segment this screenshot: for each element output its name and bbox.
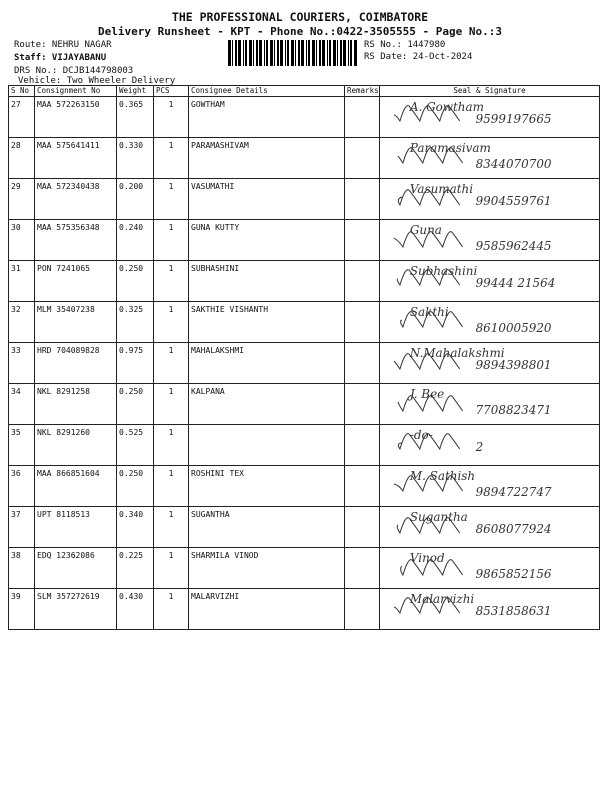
remarks-cell	[345, 548, 380, 589]
handwritten-signature	[380, 466, 599, 506]
handwritten-phone: 9865852156	[475, 566, 552, 581]
handwritten-name: Sugantha	[409, 510, 468, 525]
weight-cell: 0.330	[117, 138, 154, 179]
sno-cell: 34	[9, 384, 35, 425]
weight-cell: 0.250	[117, 466, 154, 507]
consignment-cell: SLM 357272619	[35, 589, 117, 630]
weight-cell: 0.430	[117, 589, 154, 630]
table-row	[9, 384, 600, 425]
handwritten-name: Sakthi	[409, 305, 449, 320]
handwritten-phone: 9585962445	[475, 238, 552, 253]
consignee-cell: SUGANTHA	[189, 507, 345, 548]
consignee-cell: PARAMASHIVAM	[189, 138, 345, 179]
sno-cell: 32	[9, 302, 35, 343]
table-row	[9, 261, 600, 302]
handwritten-signature	[380, 179, 599, 219]
consignment-cell: UPT 8118513	[35, 507, 117, 548]
table-row	[9, 466, 600, 507]
consignee-cell: MAHALAKSHMI	[189, 343, 345, 384]
handwritten-signature	[380, 138, 599, 178]
table-row	[9, 548, 600, 589]
signature-cell	[380, 138, 600, 179]
handwritten-phone: 9894722747	[475, 484, 552, 499]
consignment-cell: MAA 572340438	[35, 179, 117, 220]
handwritten-phone: 7708823471	[475, 402, 552, 417]
sno-cell: 27	[9, 97, 35, 138]
sno-cell: 31	[9, 261, 35, 302]
pcs-cell: 1	[154, 261, 189, 302]
remarks-cell	[345, 302, 380, 343]
pcs-cell: 1	[154, 220, 189, 261]
table-row	[9, 507, 600, 548]
handwritten-name: M. Sathish	[409, 469, 476, 484]
consignment-cell: MAA 575641411	[35, 138, 117, 179]
consignee-cell: ROSHINI TEX	[189, 466, 345, 507]
runsheet-table	[8, 85, 600, 630]
signature-cell	[380, 179, 600, 220]
consignee-cell: SAKTHIE VISHANTH	[189, 302, 345, 343]
consignee-cell: KALPANA	[189, 384, 345, 425]
signature-cell	[380, 343, 600, 384]
sno-cell: 36	[9, 466, 35, 507]
handwritten-name: Vinod	[409, 551, 445, 566]
route-label: Route: NEHRU NAGAR	[14, 40, 112, 50]
remarks-cell	[345, 384, 380, 425]
consignment-cell: MLM 35407238	[35, 302, 117, 343]
handwritten-phone: 9894398801	[475, 357, 552, 372]
handwritten-signature	[380, 384, 599, 424]
pcs-cell: 1	[154, 548, 189, 589]
sno-cell: 28	[9, 138, 35, 179]
handwritten-name: A. Gowtham	[409, 100, 484, 115]
sno-cell: 39	[9, 589, 35, 630]
table-row	[9, 138, 600, 179]
pcs-cell: 1	[154, 425, 189, 466]
consignment-cell: NKL 8291260	[35, 425, 117, 466]
consignment-cell: PON 7241065	[35, 261, 117, 302]
consignee-cell	[189, 425, 345, 466]
pcs-cell: 1	[154, 507, 189, 548]
weight-cell: 0.200	[117, 179, 154, 220]
remarks-cell	[345, 343, 380, 384]
consignment-cell: EDQ 12362086	[35, 548, 117, 589]
pcs-cell: 1	[154, 97, 189, 138]
pcs-cell: 1	[154, 302, 189, 343]
pcs-cell: 1	[154, 466, 189, 507]
handwritten-name: J. Bee	[409, 387, 445, 402]
sno-cell: 37	[9, 507, 35, 548]
handwritten-phone: 8531858631	[475, 603, 552, 618]
table-row	[9, 589, 600, 630]
handwritten-name: Guna	[409, 223, 442, 238]
table-row	[9, 425, 600, 466]
pcs-cell: 1	[154, 138, 189, 179]
weight-cell: 0.325	[117, 302, 154, 343]
handwritten-signature	[380, 589, 599, 629]
sno-cell: 29	[9, 179, 35, 220]
remarks-cell	[345, 220, 380, 261]
signature-cell	[380, 384, 600, 425]
handwritten-signature	[380, 261, 599, 301]
handwritten-phone: 2	[475, 439, 484, 454]
handwritten-phone: 9599197665	[475, 111, 552, 126]
consignment-cell: MAA 575356348	[35, 220, 117, 261]
handwritten-phone: 99444 21564	[475, 275, 556, 290]
pcs-cell: 1	[154, 343, 189, 384]
signature-cell	[380, 466, 600, 507]
vehicle-label: Vehicle: Two Wheeler Delivery	[18, 76, 176, 86]
handwritten-signature	[380, 343, 599, 383]
signature-cell	[380, 261, 600, 302]
barcode-icon	[228, 40, 358, 66]
pcs-cell: 1	[154, 179, 189, 220]
col-seal: Seal & Signature	[380, 86, 600, 97]
weight-cell: 0.250	[117, 384, 154, 425]
col-weight: Weight	[117, 86, 154, 97]
sno-cell: 33	[9, 343, 35, 384]
col-sno: S No	[9, 86, 35, 97]
signature-cell	[380, 220, 600, 261]
runsheet-subtitle: Delivery Runsheet - KPT - Phone No.:0422-3505555 - Page No.:3	[98, 25, 502, 38]
handwritten-name: Vasumathi	[409, 182, 474, 197]
handwritten-signature	[380, 425, 599, 465]
weight-cell: 0.340	[117, 507, 154, 548]
rs-number: RS No.: 1447980	[364, 40, 446, 50]
consignee-cell: SHARMILA VINOD	[189, 548, 345, 589]
consignment-cell: MAA 866851604	[35, 466, 117, 507]
handwritten-signature	[380, 548, 599, 588]
consignment-cell: MAA 572263150	[35, 97, 117, 138]
consignee-cell: VASUMATHI	[189, 179, 345, 220]
consignee-cell: MALARVIZHI	[189, 589, 345, 630]
table-header-row	[9, 86, 600, 97]
col-consignment: Consignment No	[35, 86, 117, 97]
handwritten-name: -do-	[409, 428, 433, 443]
remarks-cell	[345, 261, 380, 302]
handwritten-phone: 8344070700	[475, 156, 552, 171]
handwritten-name: Paramasivam	[409, 141, 491, 156]
table-row	[9, 179, 600, 220]
signature-cell	[380, 507, 600, 548]
signature-cell	[380, 425, 600, 466]
col-consignee: Consignee Details	[189, 86, 345, 97]
remarks-cell	[345, 589, 380, 630]
consignee-cell: GOWTHAM	[189, 97, 345, 138]
remarks-cell	[345, 507, 380, 548]
signature-cell	[380, 302, 600, 343]
handwritten-phone: 8610005920	[475, 320, 552, 335]
weight-cell: 0.240	[117, 220, 154, 261]
sno-cell: 30	[9, 220, 35, 261]
table-row	[9, 343, 600, 384]
signature-cell	[380, 548, 600, 589]
handwritten-signature	[380, 302, 599, 342]
handwritten-name: N.Mahalakshmi	[409, 346, 505, 361]
staff-label: Staff: VIJAYABANU	[14, 53, 107, 63]
company-title: THE PROFESSIONAL COURIERS, COIMBATORE	[171, 10, 429, 24]
handwritten-signature	[380, 220, 599, 260]
table-row	[9, 302, 600, 343]
weight-cell: 0.225	[117, 548, 154, 589]
handwritten-phone: 9904559761	[475, 193, 552, 208]
remarks-cell	[345, 138, 380, 179]
col-remarks: Remarks	[345, 86, 380, 97]
sno-cell: 38	[9, 548, 35, 589]
signature-cell	[380, 97, 600, 138]
consignee-cell: SUBHASHINI	[189, 261, 345, 302]
pcs-cell: 1	[154, 384, 189, 425]
sno-cell: 35	[9, 425, 35, 466]
remarks-cell	[345, 97, 380, 138]
drs-label: DRS No.: DCJB144798003	[14, 66, 134, 76]
remarks-cell	[345, 425, 380, 466]
col-pcs: PCS	[154, 86, 189, 97]
weight-cell: 0.250	[117, 261, 154, 302]
weight-cell: 0.365	[117, 97, 154, 138]
consignment-cell: HRD 704089828	[35, 343, 117, 384]
handwritten-name: Subhashini	[409, 264, 478, 279]
handwritten-signature	[380, 97, 599, 137]
handwritten-phone: 8608077924	[475, 521, 552, 536]
weight-cell: 0.975	[117, 343, 154, 384]
table-row	[9, 220, 600, 261]
weight-cell: 0.525	[117, 425, 154, 466]
pcs-cell: 1	[154, 589, 189, 630]
remarks-cell	[345, 466, 380, 507]
signature-cell	[380, 589, 600, 630]
remarks-cell	[345, 179, 380, 220]
rs-date: RS Date: 24-Oct-2024	[364, 52, 473, 62]
table-row	[9, 97, 600, 138]
consignee-cell: GUNA KUTTY	[189, 220, 345, 261]
handwritten-name: Malarvizhi	[409, 592, 475, 607]
consignment-cell: NKL 8291258	[35, 384, 117, 425]
handwritten-signature	[380, 507, 599, 547]
